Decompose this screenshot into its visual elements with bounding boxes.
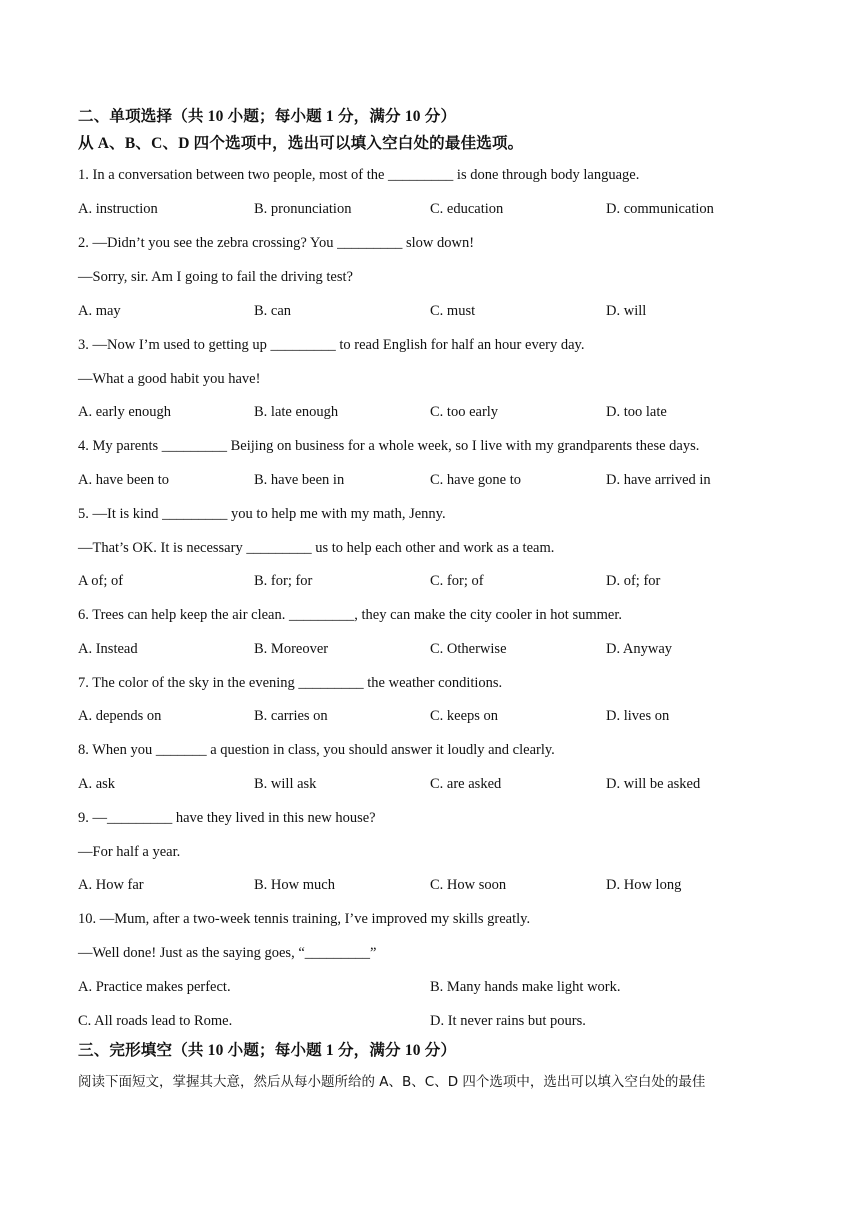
section-2-instruction: 从 A、B、C、D 四个选项中，选出可以填入空白处的最佳选项。 [78, 135, 524, 152]
option-b: B. can [254, 303, 292, 319]
question-6-stem: 6. Trees can help keep the air clean. _________, they can make the city cooler in hot summer. [78, 607, 622, 623]
option-d: D. How long [606, 877, 682, 893]
option-b: B. late enough [254, 404, 339, 420]
option-b: B. Many hands make light work. [430, 979, 621, 995]
option-c: C. All roads lead to Rome. [78, 1013, 233, 1029]
question-5-reply: —That’s OK. It is necessary _________ us to help each other and work as a team. [78, 540, 555, 556]
option-d: D. lives on [606, 708, 670, 724]
option-a: A. depends on [78, 708, 162, 724]
section-2-title: 二、单项选择（共 10 小题；每小题 1 分，满分 10 分） [78, 108, 457, 125]
option-a: A of; of [78, 573, 124, 589]
option-d: D. have arrived in [606, 472, 711, 488]
question-5-stem: 5. —It is kind _________ you to help me with my math, Jenny. [78, 506, 446, 522]
option-b: B. will ask [254, 776, 317, 792]
option-b: B. Moreover [254, 641, 329, 657]
option-a: A. How far [78, 877, 144, 893]
option-c: C. must [430, 303, 476, 319]
question-9-reply: —For half a year. [78, 844, 181, 860]
option-b: B. carries on [254, 708, 328, 724]
question-3-stem: 3. —Now I’m used to getting up _________ to read English for half an hour every day. [78, 337, 585, 353]
option-c: C. are asked [430, 776, 502, 792]
option-a: A. have been to [78, 472, 169, 488]
option-c: C. Otherwise [430, 641, 507, 657]
option-d: D. will be asked [606, 776, 701, 792]
option-d: D. too late [606, 404, 667, 420]
option-b: B. have been in [254, 472, 345, 488]
option-a: A. Practice makes perfect. [78, 979, 231, 995]
question-2-reply: —Sorry, sir. Am I going to fail the driving test? [78, 269, 353, 285]
option-c: C. too early [430, 404, 499, 420]
option-b: B. How much [254, 877, 335, 893]
option-a: A. instruction [78, 201, 158, 217]
question-3-reply: —What a good habit you have! [78, 371, 261, 387]
question-1-stem: 1. In a conversation between two people, most of the _________ is done through body language. [78, 167, 640, 183]
question-7-stem: 7. The color of the sky in the evening _________ the weather conditions. [78, 675, 503, 691]
option-b: B. for; for [254, 573, 313, 589]
question-10-stem: 10. —Mum, after a two-week tennis training, I’ve improved my skills greatly. [78, 911, 531, 927]
question-4-stem: 4. My parents _________ Beijing on business for a whole week, so I live with my grandparents these days. [78, 438, 700, 454]
option-d: D. Anyway [606, 641, 673, 657]
option-d: D. communication [606, 201, 714, 217]
option-a: A. Instead [78, 641, 138, 657]
option-d: D. It never rains but pours. [430, 1013, 586, 1029]
question-9-stem: 9. —_________ have they lived in this new house? [78, 810, 376, 826]
option-c: C. How soon [430, 877, 507, 893]
option-a: A. may [78, 303, 121, 319]
option-c: C. keeps on [430, 708, 499, 724]
question-8-stem: 8. When you _______ a question in class, you should answer it loudly and clearly. [78, 742, 555, 758]
section-3-instruction: 阅读下面短文，掌握其大意，然后从每小题所给的 A、B、C、D 四个选项中，选出可以填入空白处的最佳 [78, 1074, 706, 1090]
option-d: D. of; for [606, 573, 661, 589]
question-2-stem: 2. —Didn’t you see the zebra crossing? You _________ slow down! [78, 235, 475, 251]
option-a: A. early enough [78, 404, 172, 420]
option-c: C. have gone to [430, 472, 522, 488]
section-3-title: 三、完形填空（共 10 小题；每小题 1 分，满分 10 分） [78, 1042, 457, 1059]
option-c: C. education [430, 201, 504, 217]
option-d: D. will [606, 303, 647, 319]
option-b: B. pronunciation [254, 201, 352, 217]
question-10-reply: —Well done! Just as the saying goes, “_________” [78, 945, 377, 961]
option-c: C. for; of [430, 573, 484, 589]
option-a: A. ask [78, 776, 116, 792]
